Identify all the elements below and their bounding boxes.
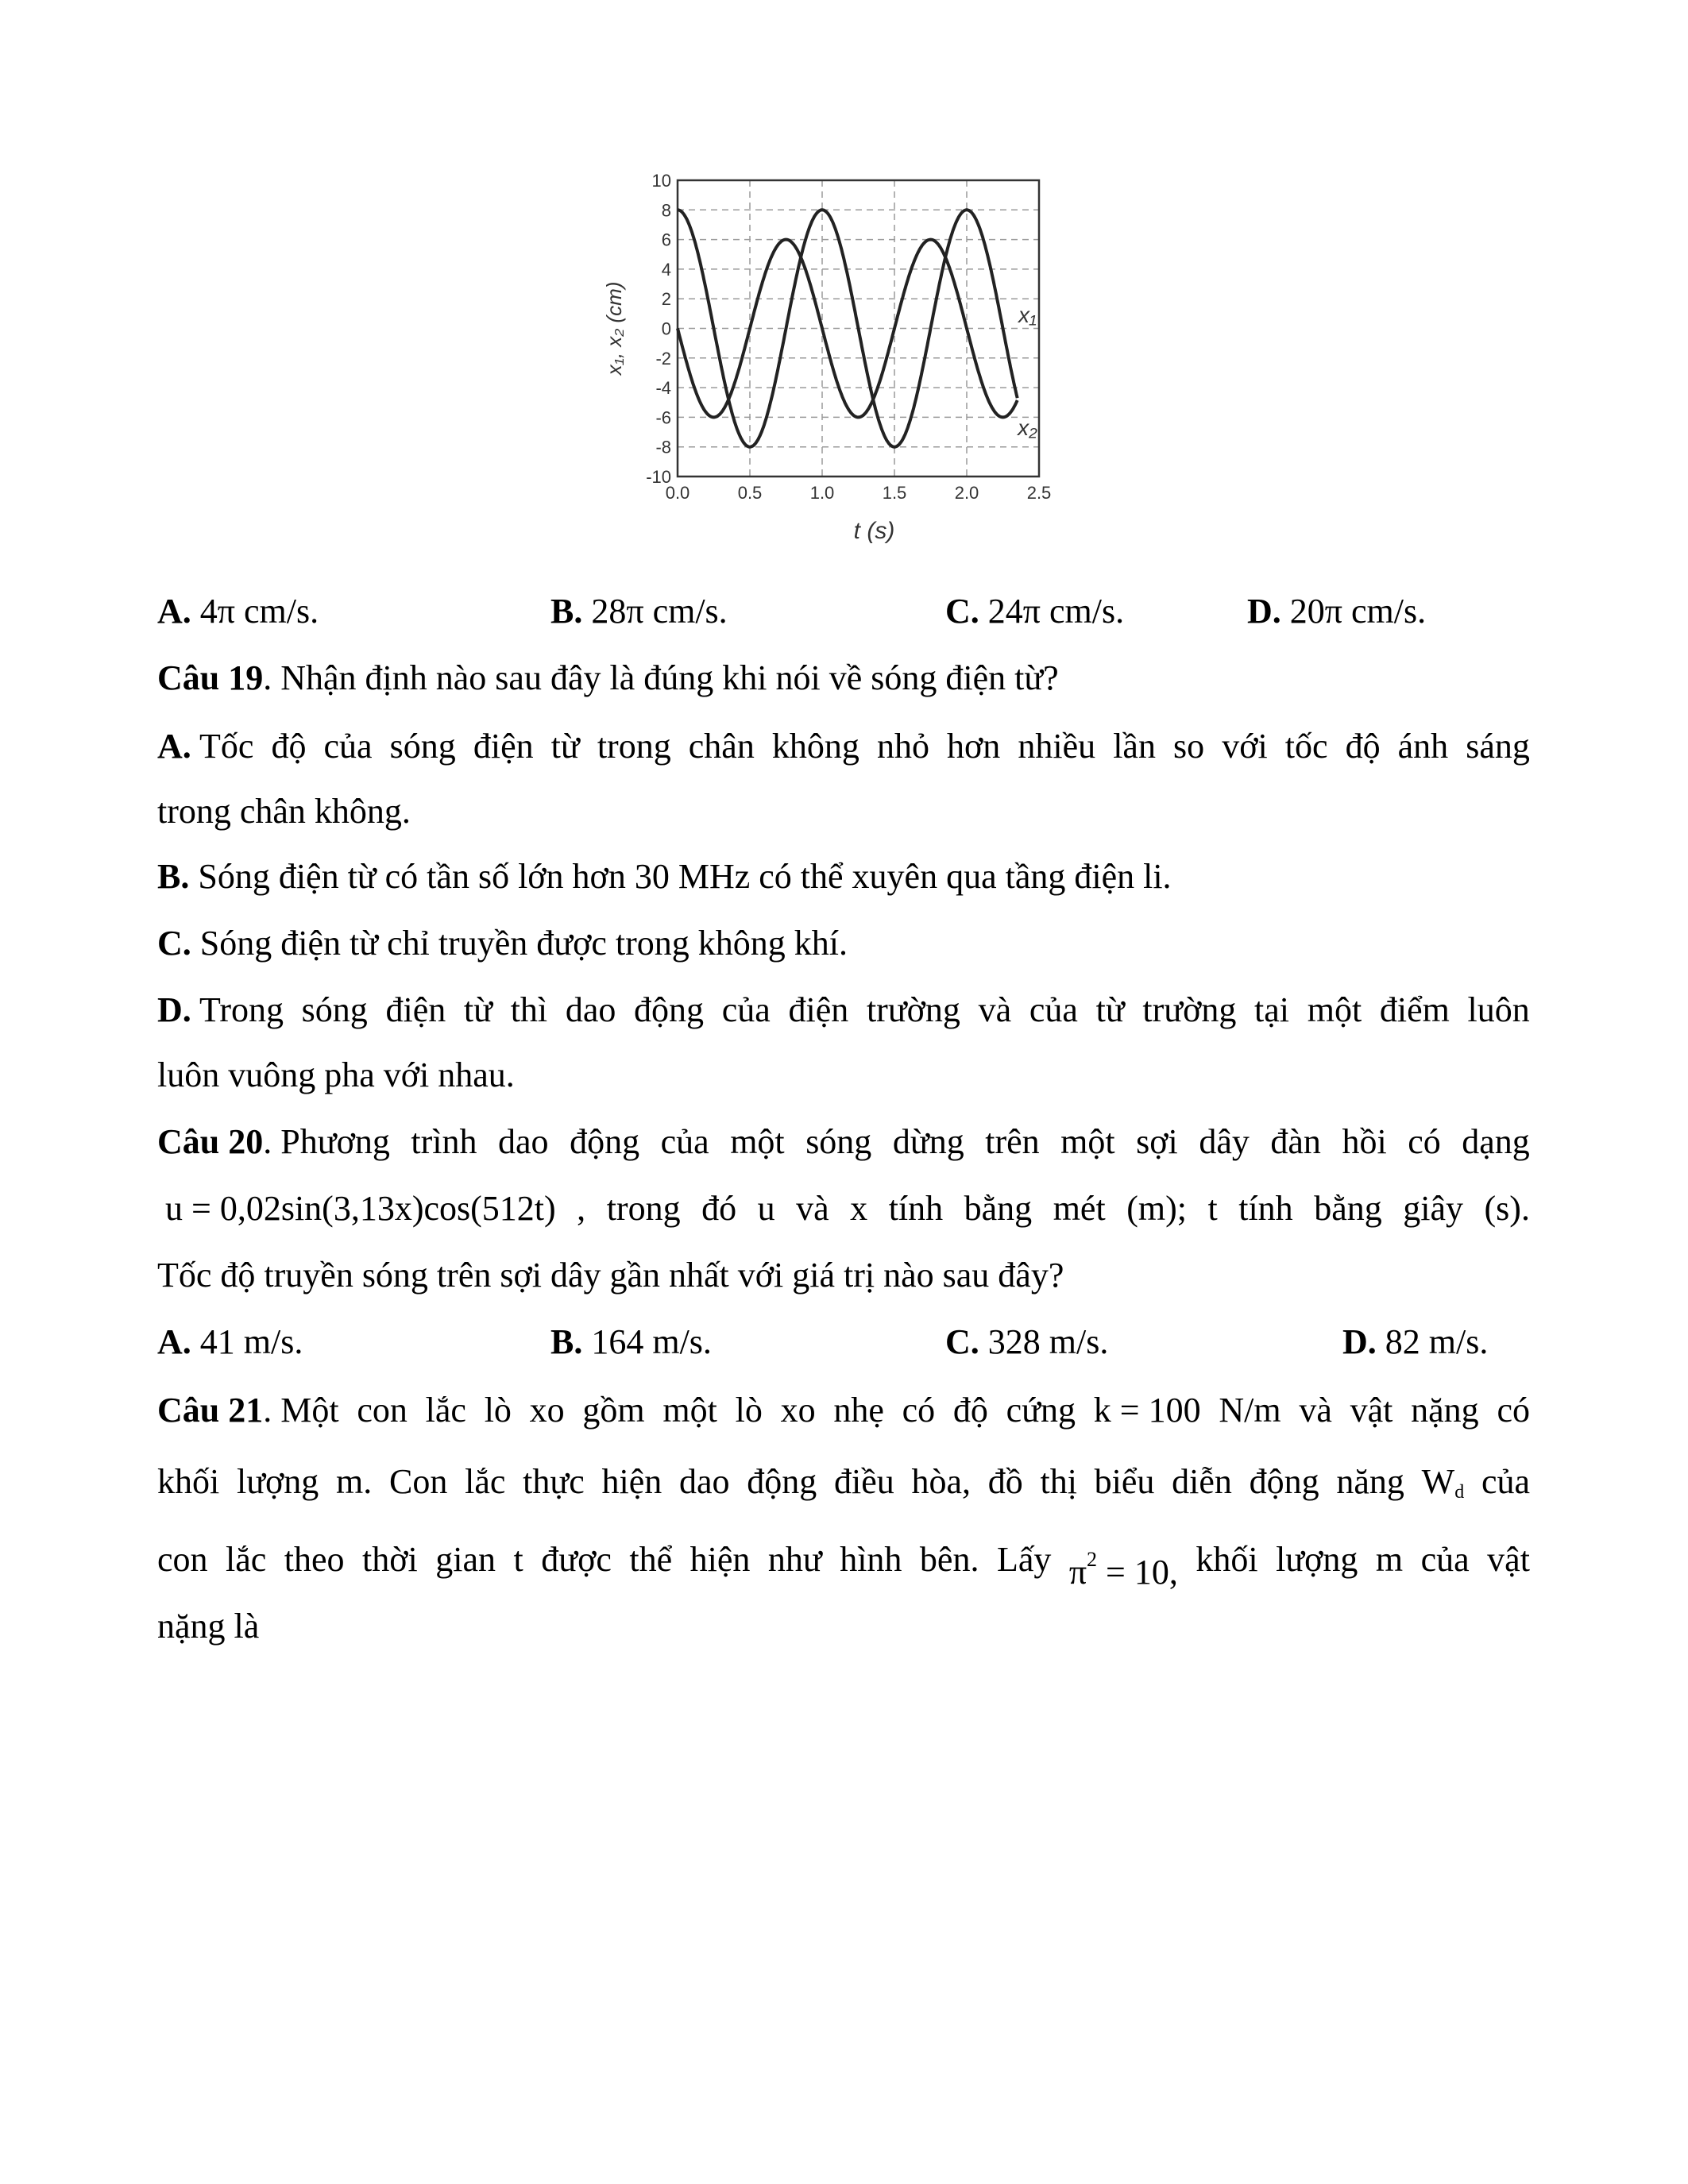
y-tick-label: -8	[655, 437, 671, 457]
q19-option-a-line1[interactable]	[157, 724, 1530, 769]
word: x	[850, 1189, 868, 1228]
word: (s).	[1484, 1189, 1530, 1228]
word: không	[771, 727, 859, 766]
word: diễn	[1172, 1462, 1232, 1501]
option-letter: C.	[157, 924, 191, 963]
word: một	[1060, 1122, 1115, 1161]
word: xo	[780, 1391, 816, 1430]
y-axis-label: x₁, x₂ (cm)	[602, 281, 626, 376]
word: nhỏ	[876, 727, 929, 766]
option-letter: A.	[157, 1322, 191, 1361]
word: vật	[1350, 1391, 1393, 1430]
question-label: Câu 20	[157, 1122, 264, 1161]
word: của	[721, 990, 771, 1029]
option-text: 24π cm/s.	[979, 592, 1125, 631]
q20-option-c[interactable]	[945, 1320, 1108, 1364]
word: dừng	[892, 1122, 964, 1161]
word: độ	[271, 727, 307, 766]
word: nặng	[1411, 1391, 1479, 1430]
word: dao	[565, 990, 616, 1029]
word: bên.	[919, 1540, 979, 1579]
option-letter: C.	[945, 592, 979, 631]
word: từ	[550, 727, 580, 766]
word: có	[902, 1391, 936, 1430]
y-tick-label: -4	[655, 378, 671, 399]
word: đàn	[1270, 1122, 1321, 1161]
word: bằng	[1314, 1189, 1382, 1228]
word: điện	[385, 990, 446, 1029]
q19-option-c[interactable]	[157, 921, 848, 966]
word: ánh	[1397, 727, 1449, 766]
option-letter: D.	[1247, 592, 1281, 631]
word: động	[1249, 1462, 1319, 1501]
question-label: Câu 21	[157, 1391, 264, 1430]
word: hồi	[1342, 1122, 1387, 1161]
option-text: 41 m/s.	[191, 1322, 303, 1361]
series-x1-label: x₁	[1018, 303, 1037, 328]
word: vật	[1487, 1540, 1530, 1579]
word: dao	[498, 1122, 549, 1161]
q20-line3: Tốc độ truyền sóng trên sợi dây gần nhất với giá trị nào sau đây?	[157, 1256, 1064, 1295]
option-letter: C.	[945, 1322, 979, 1361]
word: ,	[577, 1189, 586, 1228]
word: từ	[463, 990, 492, 1029]
word: (m);	[1126, 1189, 1187, 1228]
word: trình	[411, 1122, 477, 1161]
word: trong	[606, 1189, 681, 1228]
word: N/m	[1219, 1391, 1281, 1430]
q20-option-d[interactable]	[1342, 1320, 1488, 1364]
word: của	[660, 1122, 709, 1161]
option-letter: B.	[550, 592, 583, 631]
word: dao	[678, 1462, 730, 1501]
question-label: Câu 19	[157, 658, 264, 697]
q19-stem	[157, 656, 1059, 700]
symbol-main: π	[1068, 1553, 1087, 1592]
word: m.	[336, 1462, 373, 1501]
q18-option-a[interactable]	[157, 589, 319, 634]
word: bằng	[964, 1189, 1033, 1228]
word: điều	[833, 1462, 894, 1501]
symbol-main: W	[1421, 1462, 1455, 1501]
word: lần	[1113, 727, 1156, 766]
word: thì	[510, 990, 548, 1029]
word: t	[513, 1540, 523, 1579]
word: lắc	[465, 1462, 506, 1501]
line-lead	[157, 1388, 339, 1433]
word: Lấy	[996, 1540, 1052, 1579]
word: theo	[284, 1540, 345, 1579]
kinetic-energy-symbol	[1422, 1460, 1465, 1515]
word: lượng	[236, 1462, 319, 1501]
y-tick-label: 2	[661, 289, 671, 310]
word: được	[541, 1540, 612, 1579]
word: đó	[701, 1189, 737, 1228]
word: động	[747, 1462, 817, 1501]
q20-line1	[157, 1120, 1530, 1164]
word: . Phương	[263, 1122, 390, 1161]
y-tick-label: 8	[661, 200, 671, 221]
x-axis-label: t (s)	[853, 518, 895, 544]
symbol-rest: = 10,	[1097, 1553, 1178, 1592]
word: nhiều	[1018, 727, 1096, 766]
word: của	[1420, 1540, 1470, 1579]
word: khối	[157, 1462, 220, 1501]
q19-option-d-line1[interactable]	[157, 988, 1530, 1032]
word: sợi	[1136, 1122, 1178, 1161]
word: của	[323, 727, 373, 766]
option-letter: B.	[550, 1322, 583, 1361]
q21-line1	[157, 1388, 1530, 1433]
word: độ	[1345, 727, 1381, 766]
x-tick-label: 1.5	[882, 483, 907, 503]
word: với	[1222, 727, 1268, 766]
word: của	[1029, 990, 1078, 1029]
symbol-superscript: 2	[1087, 1548, 1098, 1571]
y-tick-label: -10	[646, 467, 671, 487]
word: đồ	[987, 1462, 1023, 1501]
word: luôn	[1467, 990, 1530, 1029]
word: . Một	[263, 1391, 339, 1430]
q20-option-b[interactable]	[550, 1320, 712, 1364]
word: từ	[1095, 990, 1125, 1029]
word: xo	[529, 1391, 565, 1430]
word: có	[1408, 1122, 1441, 1161]
option-text: 4π cm/s.	[191, 592, 319, 631]
word: u	[757, 1189, 775, 1228]
word: tại	[1254, 990, 1290, 1029]
option-text: 328 m/s.	[979, 1322, 1109, 1361]
line-lead	[157, 988, 284, 1032]
option-text: Sóng điện từ chỉ truyền được trong không khí.	[191, 924, 848, 963]
option-letter: B.	[157, 857, 190, 896]
word: Tốc	[191, 727, 254, 766]
option-text: 20π cm/s.	[1280, 592, 1427, 631]
word: có	[1497, 1391, 1530, 1430]
q20-line2	[165, 1187, 1530, 1231]
word: con	[157, 1540, 208, 1579]
word: động	[634, 990, 705, 1029]
word: trong	[597, 727, 671, 766]
word: sóng	[805, 1122, 872, 1161]
word: gồm	[582, 1391, 645, 1430]
word: tính	[888, 1189, 944, 1228]
word: khối	[1196, 1540, 1258, 1579]
option-letter: D.	[1342, 1322, 1377, 1361]
series-x2-label: x₂	[1018, 415, 1037, 440]
word: lắc	[226, 1540, 267, 1579]
line-lead	[157, 724, 253, 769]
word: trường	[866, 990, 960, 1029]
word: hòa,	[911, 1462, 971, 1501]
word: tính	[1238, 1189, 1293, 1228]
word: thể	[629, 1540, 673, 1579]
word: điện	[788, 990, 849, 1029]
symbol-subscript: d	[1454, 1482, 1465, 1503]
word: hình	[840, 1540, 902, 1579]
word: động	[570, 1122, 640, 1161]
word: lượng	[1276, 1540, 1358, 1579]
word: k = 100	[1093, 1391, 1201, 1430]
word: nhẹ	[833, 1391, 884, 1430]
q18-option-d[interactable]	[1247, 589, 1426, 634]
word: so	[1173, 727, 1205, 766]
line-lead	[157, 1120, 390, 1164]
option-text: 164 m/s.	[582, 1322, 712, 1361]
q19-option-d-line2: luôn vuông pha với nhau.	[157, 1055, 515, 1094]
word: và	[796, 1189, 829, 1228]
word: điện	[473, 727, 534, 766]
word: sóng	[389, 727, 456, 766]
word: dây	[1199, 1122, 1250, 1161]
word: và	[978, 990, 1012, 1029]
y-tick-label: -2	[655, 348, 671, 369]
option-letter: D.	[157, 990, 191, 1029]
word: hơn	[947, 727, 1001, 766]
word: thời	[362, 1540, 418, 1579]
y-tick-label: 0	[661, 318, 671, 339]
y-tick-label: 4	[661, 259, 671, 280]
word: trên	[985, 1122, 1040, 1161]
word: lò	[735, 1391, 763, 1430]
word: giây	[1403, 1189, 1464, 1228]
word: năng	[1336, 1462, 1404, 1501]
question-text: . Nhận định nào sau đây là đúng khi nói về sóng điện từ?	[263, 658, 1059, 697]
q19-option-a-line2: trong chân không.	[157, 792, 411, 831]
q20-option-a[interactable]	[157, 1320, 303, 1364]
equation: u = 0,02sin(3,13x)cos(512t)	[165, 1189, 556, 1228]
y-tick-label: -6	[655, 407, 671, 428]
word: Con	[389, 1462, 448, 1501]
word: con	[357, 1391, 408, 1430]
word: thực	[523, 1462, 585, 1501]
option-letter: A.	[157, 727, 191, 766]
word: t	[1207, 1189, 1218, 1228]
q18-option-c[interactable]	[945, 589, 1124, 634]
oscillation-chart	[572, 159, 1080, 556]
word: Trong	[191, 990, 284, 1029]
word: của	[1481, 1462, 1530, 1501]
word: một	[662, 1391, 717, 1430]
option-text: Sóng điện từ có tần số lớn hơn 30 MHz có thể xuyên qua tầng điện li.	[189, 857, 1172, 896]
word: m	[1375, 1540, 1404, 1579]
x-tick-label: 2.0	[954, 483, 979, 503]
x-tick-label: 0.5	[737, 483, 763, 503]
option-text: 28π cm/s.	[582, 592, 728, 631]
q21-line4: nặng là	[157, 1607, 260, 1646]
word: và	[1299, 1391, 1332, 1430]
word: tốc	[1284, 727, 1328, 766]
x-tick-label: 0.0	[665, 483, 690, 503]
word: một	[1307, 990, 1362, 1029]
word: hiện	[689, 1540, 751, 1579]
word: như	[767, 1540, 822, 1579]
word: lò	[484, 1391, 512, 1430]
q21-line3	[157, 1538, 1530, 1595]
word: lắc	[425, 1391, 466, 1430]
word: cứng	[1006, 1391, 1076, 1430]
word: một	[730, 1122, 785, 1161]
word: sáng	[1466, 727, 1530, 766]
chart-labels	[602, 171, 1051, 544]
word: trường	[1142, 990, 1237, 1029]
option-text: 82 m/s.	[1376, 1322, 1489, 1361]
pi-squared-expression	[1069, 1538, 1178, 1595]
word: biểu	[1094, 1462, 1155, 1501]
word: sóng	[301, 990, 368, 1029]
x-tick-label: 2.5	[1026, 483, 1052, 503]
word: hiện	[601, 1462, 662, 1501]
q19-option-b[interactable]	[157, 855, 1172, 899]
y-tick-label: 10	[651, 171, 671, 191]
word: độ	[952, 1391, 988, 1430]
word: điểm	[1379, 990, 1450, 1029]
word: mét	[1053, 1189, 1106, 1228]
word: dạng	[1462, 1122, 1530, 1161]
x-tick-label: 1.0	[809, 483, 835, 503]
word: gian	[435, 1540, 496, 1579]
word: thị	[1040, 1462, 1077, 1501]
y-tick-label: 6	[661, 230, 671, 250]
option-letter: A.	[157, 592, 191, 631]
q21-line2	[157, 1460, 1530, 1515]
word: chân	[688, 727, 755, 766]
q18-option-b[interactable]	[550, 589, 728, 634]
